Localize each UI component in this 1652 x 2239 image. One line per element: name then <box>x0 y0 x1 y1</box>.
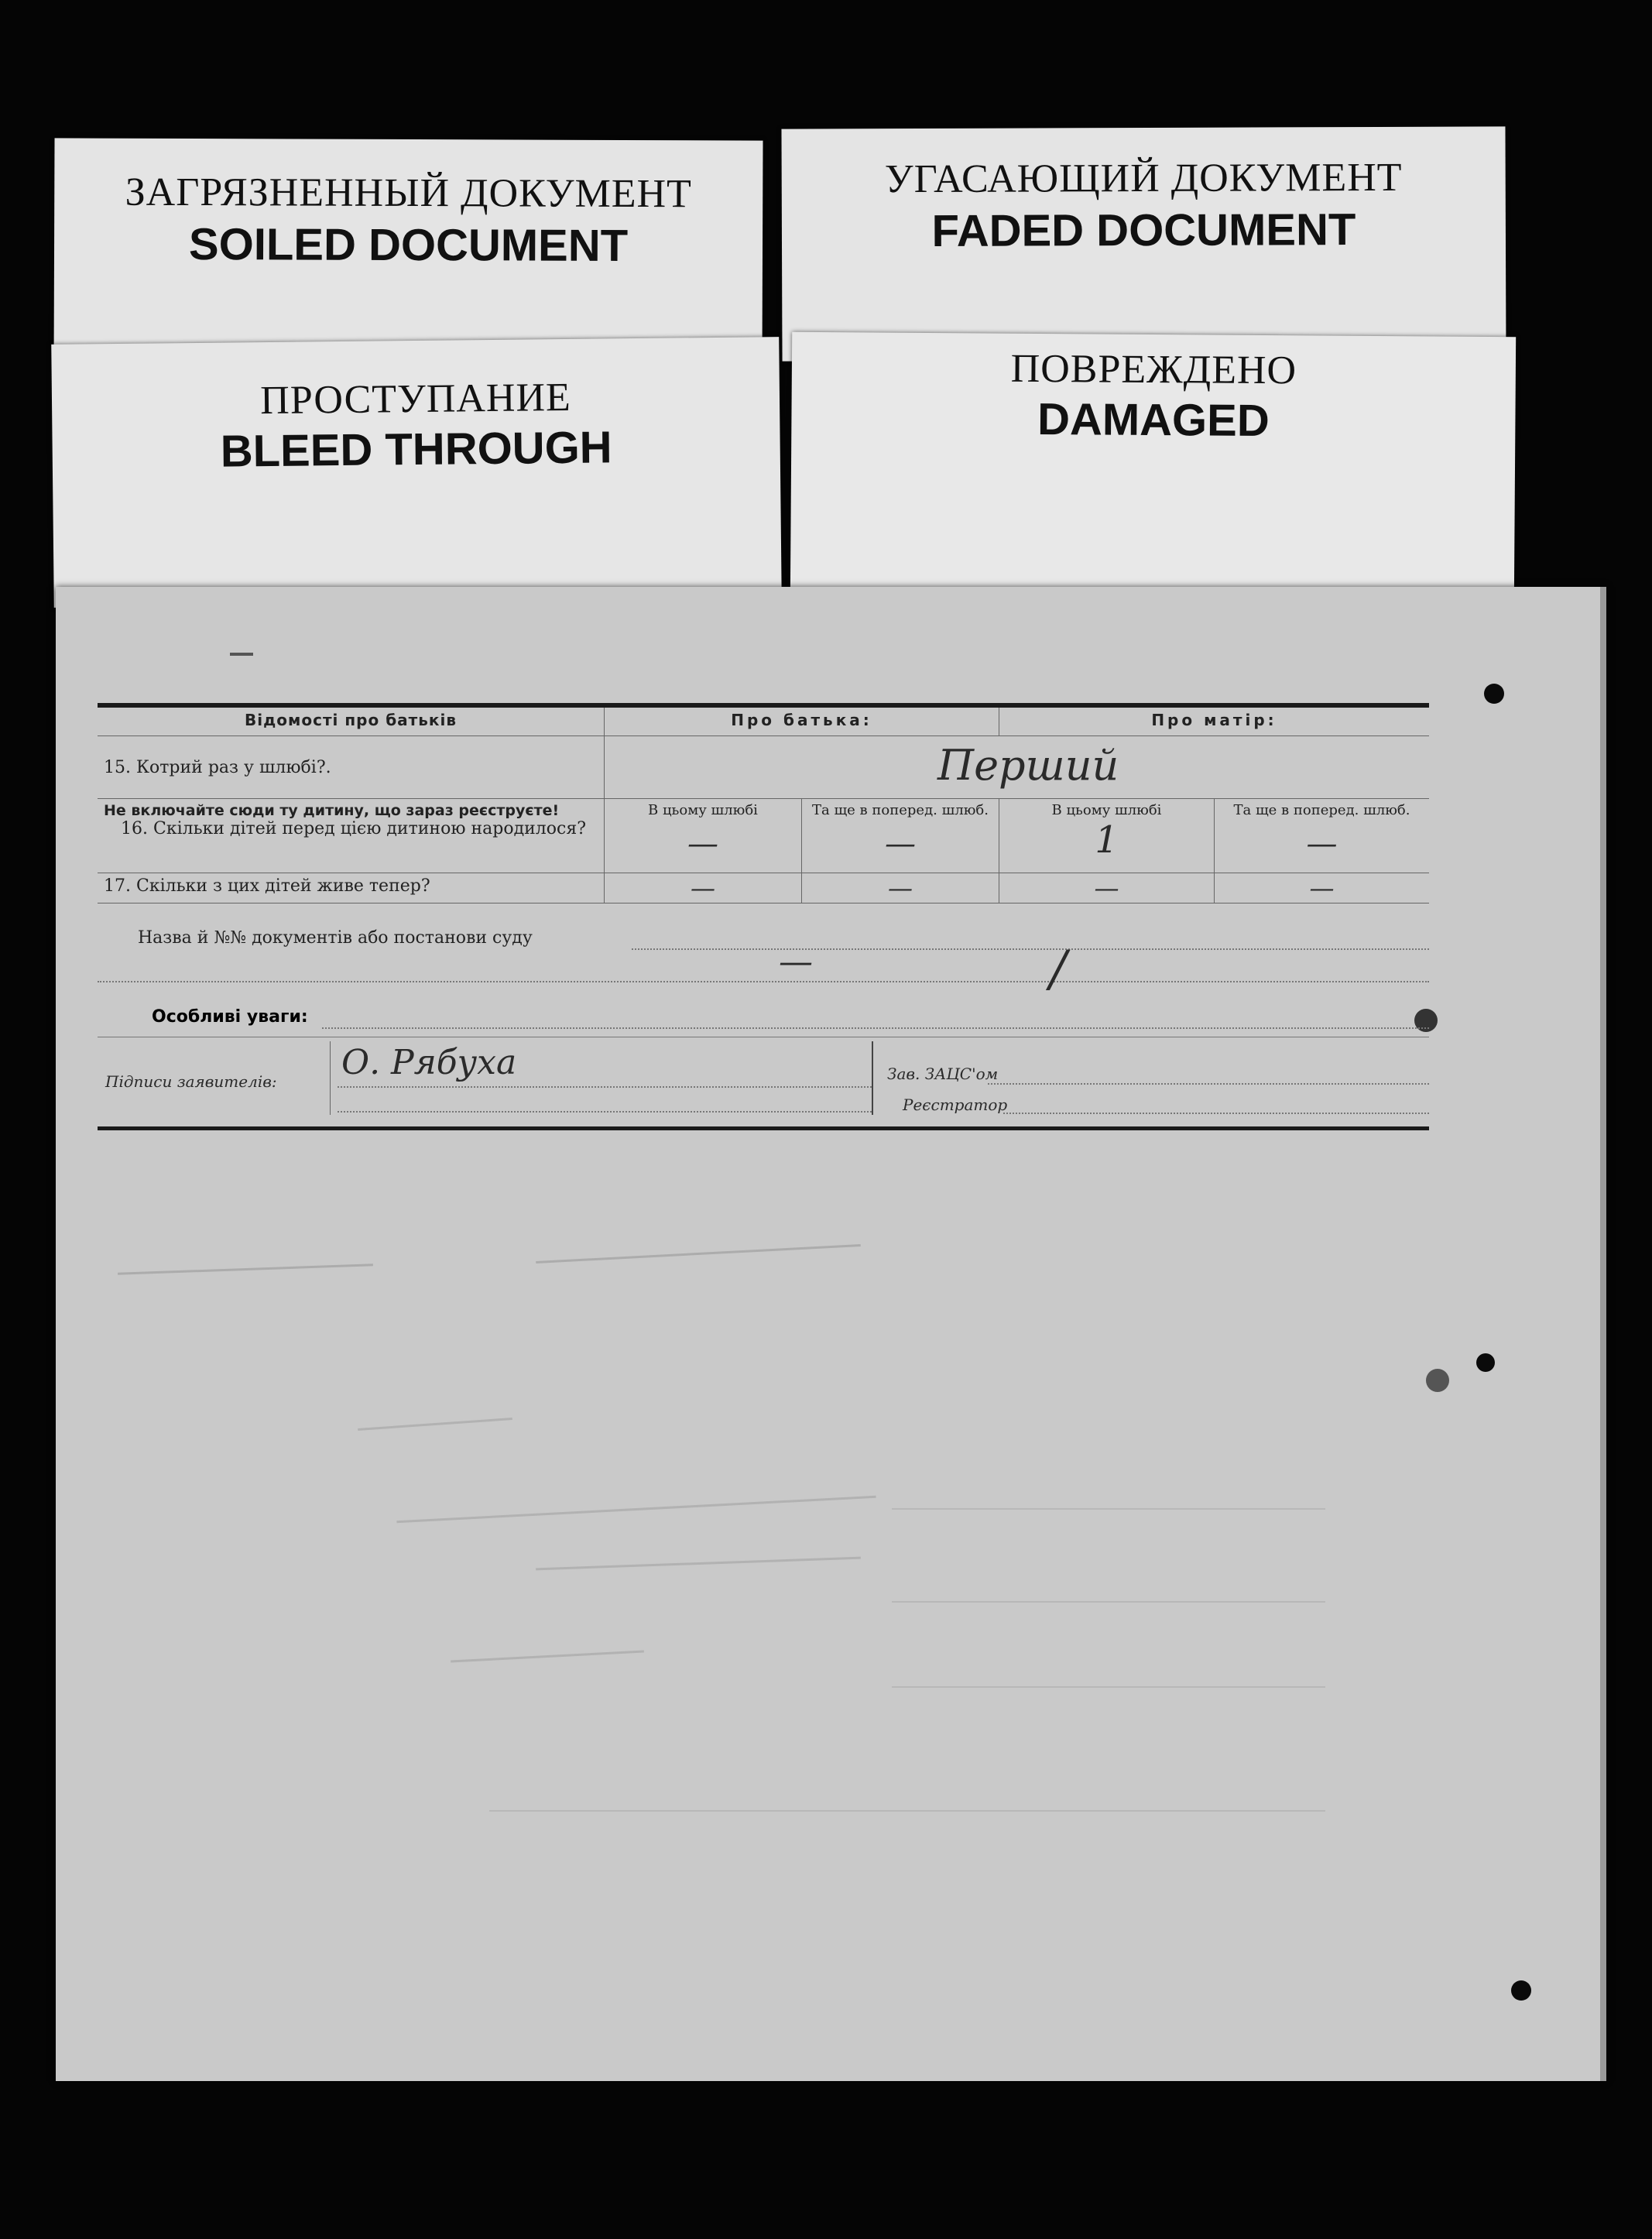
header-row <box>98 708 1429 736</box>
registrar-label: Реєстратор <box>903 1095 1008 1114</box>
row16-val2: — <box>885 826 916 862</box>
row15-mother <box>937 736 1429 798</box>
row-15 <box>98 736 1429 799</box>
signatures-section <box>98 1034 1429 1126</box>
card-label-ru: УГАСАЮЩИЙ ДОКУМЕНТ <box>884 155 1403 202</box>
row16-sub4 <box>1214 799 1429 873</box>
punch-hole <box>1484 684 1504 704</box>
row-17 <box>98 873 1429 903</box>
form-sheet <box>56 587 1606 2081</box>
row16-sub2-label: Та ще в поперед. шлюб. <box>811 802 989 818</box>
row-16 <box>98 799 1429 873</box>
documents-answer-2: / <box>1050 941 1067 998</box>
row16-val1: — <box>687 826 718 862</box>
remarks-section <box>98 989 1429 1034</box>
documents-line-1 <box>632 948 1429 950</box>
row16-mother <box>999 799 1429 873</box>
bleed-through-area <box>102 1253 1418 1949</box>
punch-hole <box>1476 1353 1495 1372</box>
registrar-line <box>1003 1113 1429 1114</box>
signatures-label: Підписи заявителів: <box>105 1072 277 1091</box>
row16-val4: — <box>1306 826 1338 862</box>
row16-sub3-label: В цьому шлюбі <box>1051 802 1162 818</box>
remarks-label: Особливі уваги: <box>152 1007 308 1027</box>
card-label-ru: ЗАГРЯЗНЕННЫЙ ДОКУМЕНТ <box>125 170 692 217</box>
documents-section <box>98 903 1429 998</box>
row17-val2: — <box>801 873 999 903</box>
damaged-card <box>790 332 1516 605</box>
row16-note: Не включайте сюди ту дитину, що зараз реєструєте! <box>104 802 560 819</box>
signature-line-2 <box>338 1111 872 1113</box>
signatures-divider <box>330 1041 331 1115</box>
stray-mark <box>230 653 253 656</box>
card-label-en: SOILED DOCUMENT <box>188 219 629 271</box>
header-col3: Про матір: <box>1151 711 1277 729</box>
documents-answer: — <box>779 942 813 982</box>
row16-sub2 <box>801 799 999 873</box>
row16-label: 16. Скільки дітей перед цією дитиною народилося? <box>121 819 586 838</box>
documents-label: Назва й №№ документів або постанови суду <box>138 928 533 948</box>
row17-mother <box>999 873 1429 903</box>
row15-label: 15. Котрий раз у шлюбі?. <box>98 736 605 798</box>
row16-val3: 1 <box>1095 818 1119 862</box>
row16-label-cell <box>98 799 605 873</box>
card-label-en: FADED DOCUMENT <box>931 204 1356 256</box>
signature-line-1 <box>338 1086 872 1088</box>
punch-hole <box>1426 1369 1449 1392</box>
row16-father <box>605 799 999 873</box>
row16-sub3 <box>999 799 1214 873</box>
row17-val3: — <box>1094 873 1119 903</box>
punch-hole <box>1511 1980 1531 2001</box>
remarks-line <box>322 1027 1429 1029</box>
form-table <box>98 703 1429 1130</box>
applicant-signature: О. Рябуха <box>341 1043 517 1082</box>
faded-document-card <box>781 126 1506 361</box>
bleed-through-card <box>51 337 782 608</box>
card-label-ru: ПОВРЕЖДЕНО <box>1010 346 1297 393</box>
row16-sub4-label: Та ще в поперед. шлюб. <box>1233 802 1410 818</box>
card-label-en: DAMAGED <box>1037 393 1270 447</box>
bottom-rule <box>98 1126 1429 1130</box>
row17-val4: — <box>1214 873 1429 903</box>
card-label-en: BLEED THROUGH <box>220 422 612 477</box>
head-line <box>988 1083 1429 1085</box>
row15-answer: Перший <box>937 741 1119 790</box>
signatures-divider-2 <box>872 1041 873 1115</box>
row16-sub1 <box>605 799 801 873</box>
row17-father <box>605 873 999 903</box>
row17-label: 17. Скільки з цих дітей живе тепер? <box>98 873 605 903</box>
documents-line-2 <box>98 981 1429 982</box>
head-label: Зав. ЗАЦС'ом <box>887 1065 999 1083</box>
row16-sub1-label: В цьому шлюбі <box>648 802 758 818</box>
header-col1: Відомості про батьків <box>98 708 605 735</box>
card-label-ru: ПРОСТУПАНИЕ <box>259 375 572 423</box>
header-col2: Про батька: <box>605 708 999 735</box>
row17-val1: — <box>691 873 715 903</box>
